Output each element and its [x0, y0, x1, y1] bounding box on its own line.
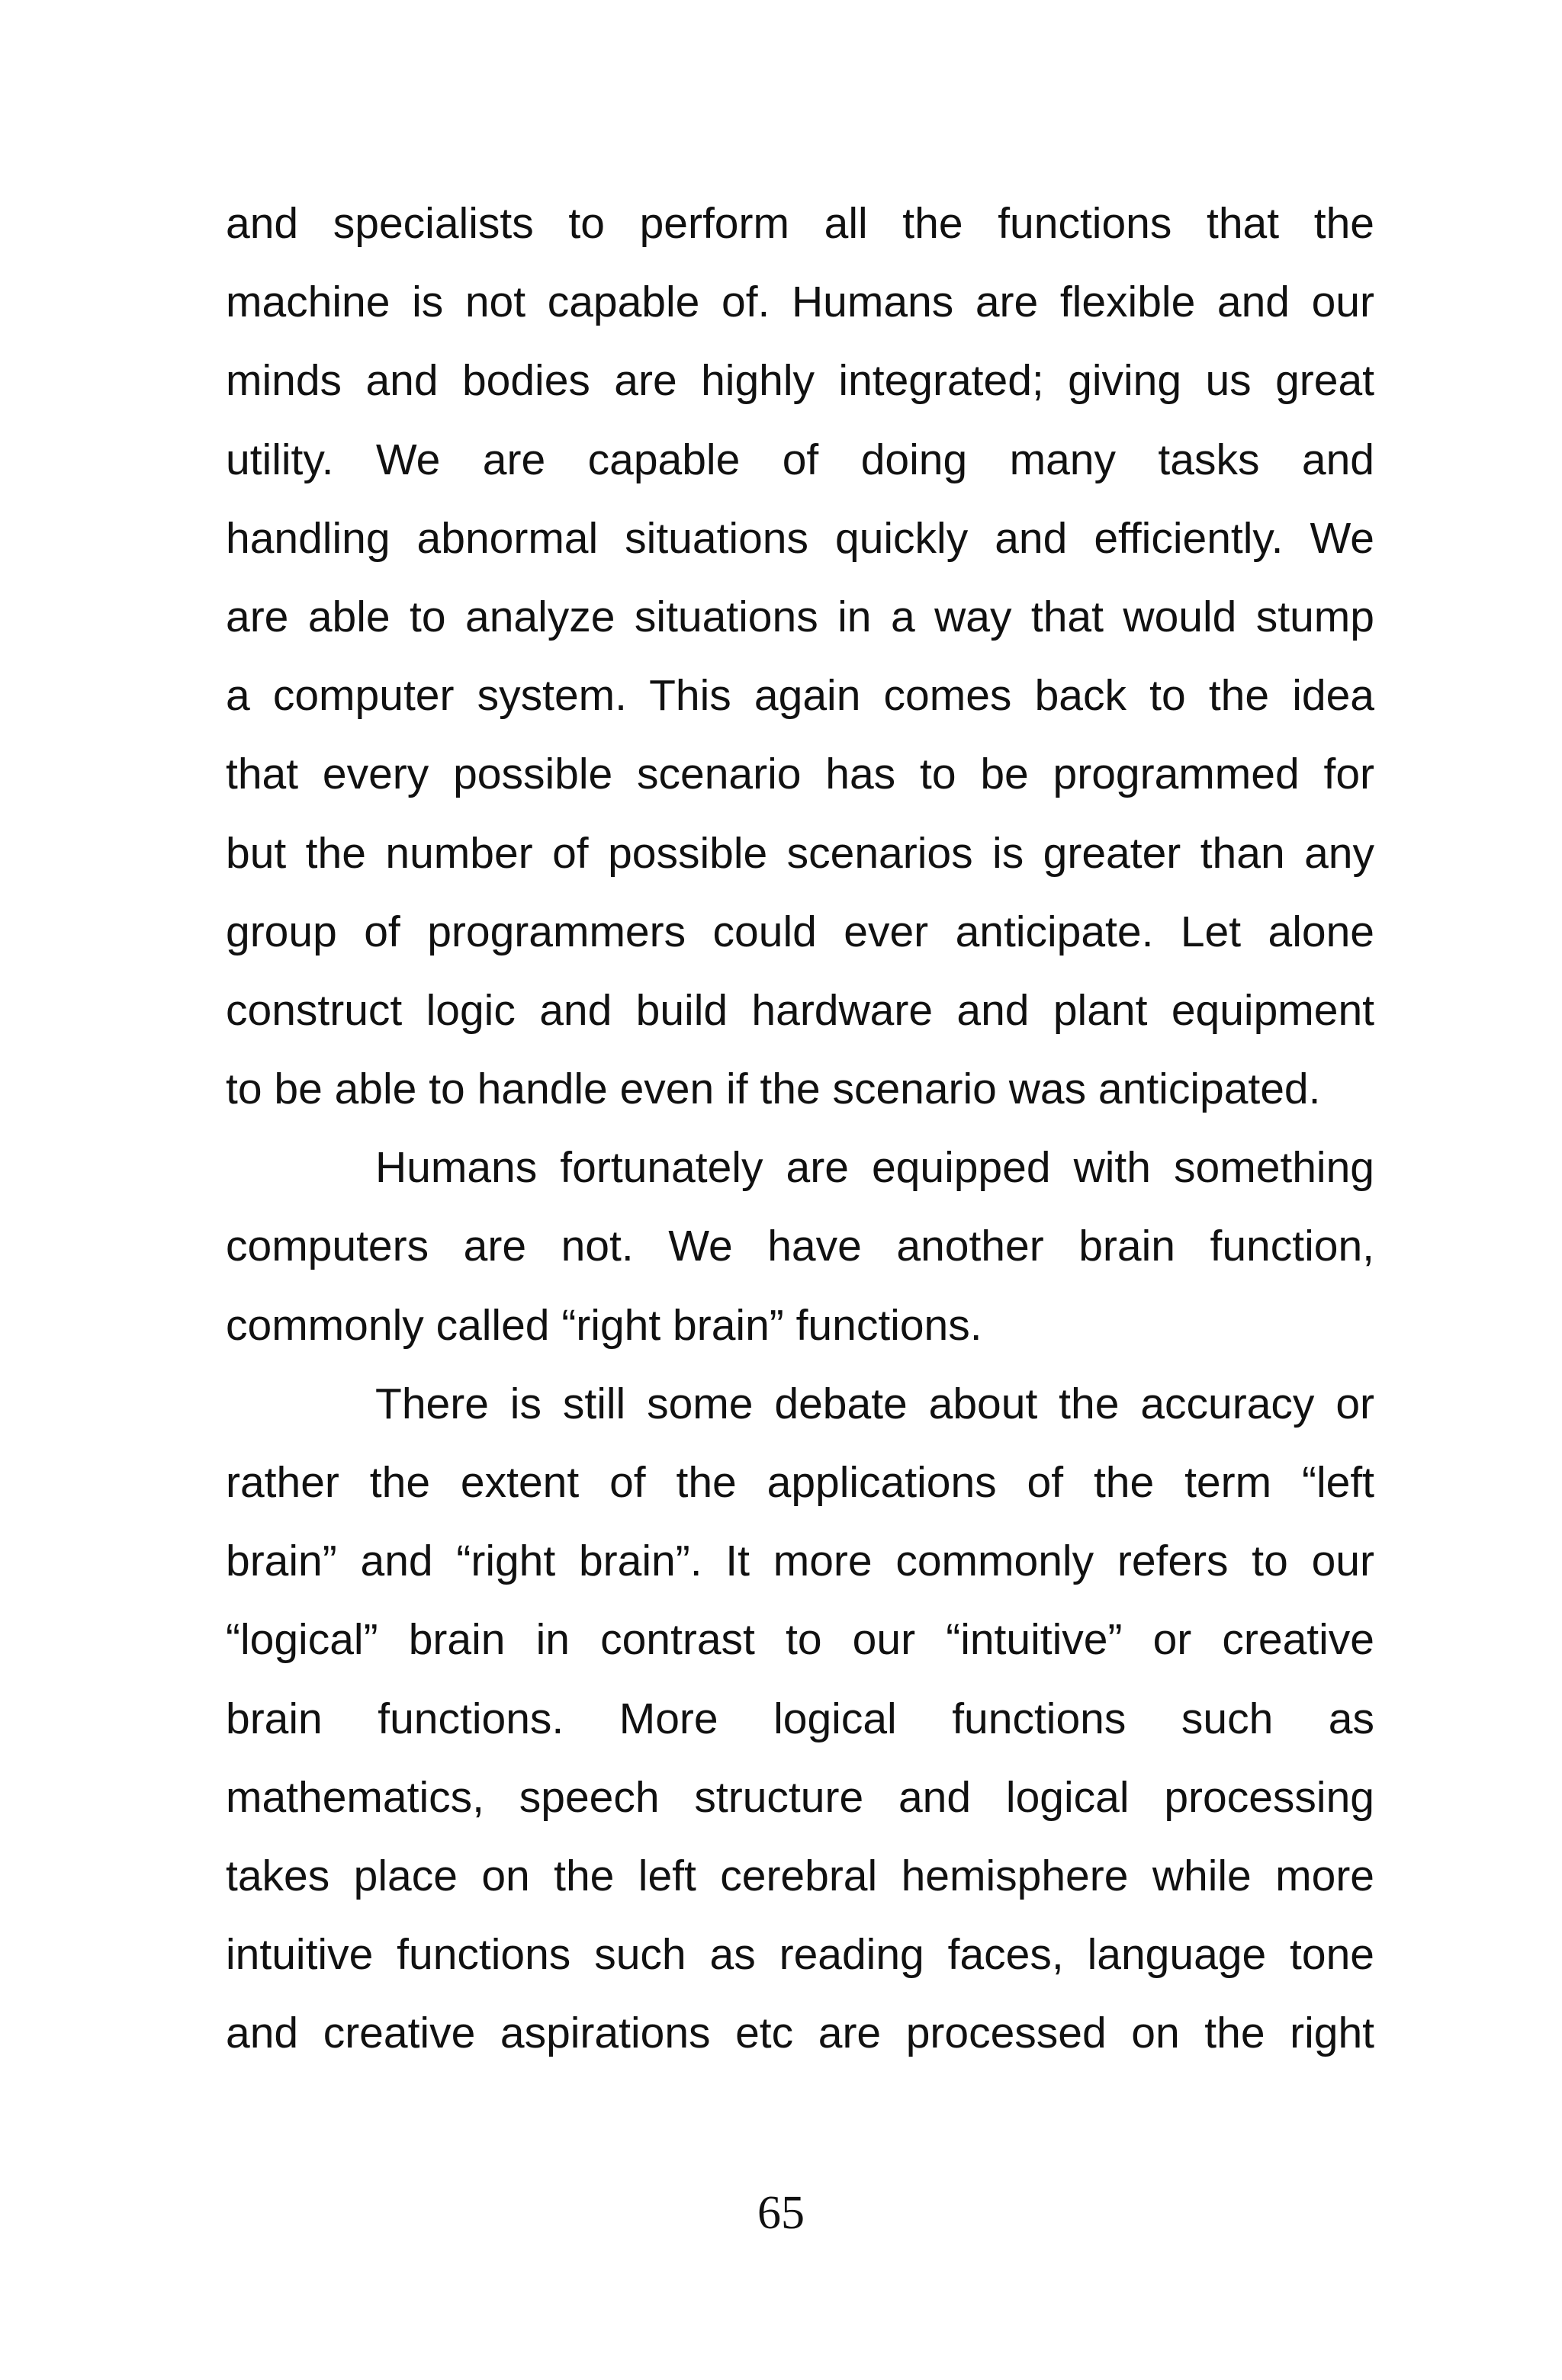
text-line: group of programmers could ever anticipate. Let alone: [226, 907, 1374, 956]
text-line: are able to analyze situations in a way that would stump: [226, 592, 1374, 641]
text-line: minds and bodies are highly integrated; giving us great: [226, 356, 1374, 406]
text-line: mathematics, speech structure and logical processing: [226, 1772, 1374, 1822]
text-line: brain functions. More logical functions such as: [226, 1694, 1374, 1743]
text-line: handling abnormal situations quickly and efficiently. We: [226, 513, 1374, 563]
text-line: Humans fortunately are equipped with something: [375, 1143, 1374, 1193]
text-line: but the number of possible scenarios is greater than any: [226, 828, 1374, 878]
text-line: There is still some debate about the accuracy or: [375, 1379, 1374, 1428]
text-line: utility. We are capable of doing many tasks and: [226, 435, 1374, 484]
text-line: brain” and “right brain”. It more commonly refers to our: [226, 1537, 1374, 1586]
text-line: “logical” brain in contrast to our “intuitive” or creative: [226, 1615, 1374, 1665]
text-line: that every possible scenario has to be programmed for: [226, 750, 1374, 799]
text-line: takes place on the left cerebral hemisphere while more: [226, 1851, 1374, 1900]
text-line: intuitive functions such as reading faces, language tone: [226, 1930, 1374, 1980]
text-line: and specialists to perform all the functions that the: [226, 199, 1374, 248]
body-text: [226, 185, 1374, 2073]
text-line: computers are not. We have another brain function,: [226, 1222, 1374, 1271]
text-line: and creative aspirations etc are processed on the right: [226, 2009, 1374, 2058]
page-number: 65: [757, 2187, 805, 2239]
text-line: commonly called “right brain” functions.: [226, 1300, 982, 1350]
text-line: construct logic and build hardware and plant equipment: [226, 985, 1374, 1035]
text-line: a computer system. This again comes back to the idea: [226, 671, 1374, 721]
text-line: rather the extent of the applications of the term “left: [226, 1458, 1374, 1507]
text-line: to be able to handle even if the scenario was anticipated.: [226, 1065, 1321, 1114]
text-line: machine is not capable of. Humans are flexible and our: [226, 278, 1374, 327]
